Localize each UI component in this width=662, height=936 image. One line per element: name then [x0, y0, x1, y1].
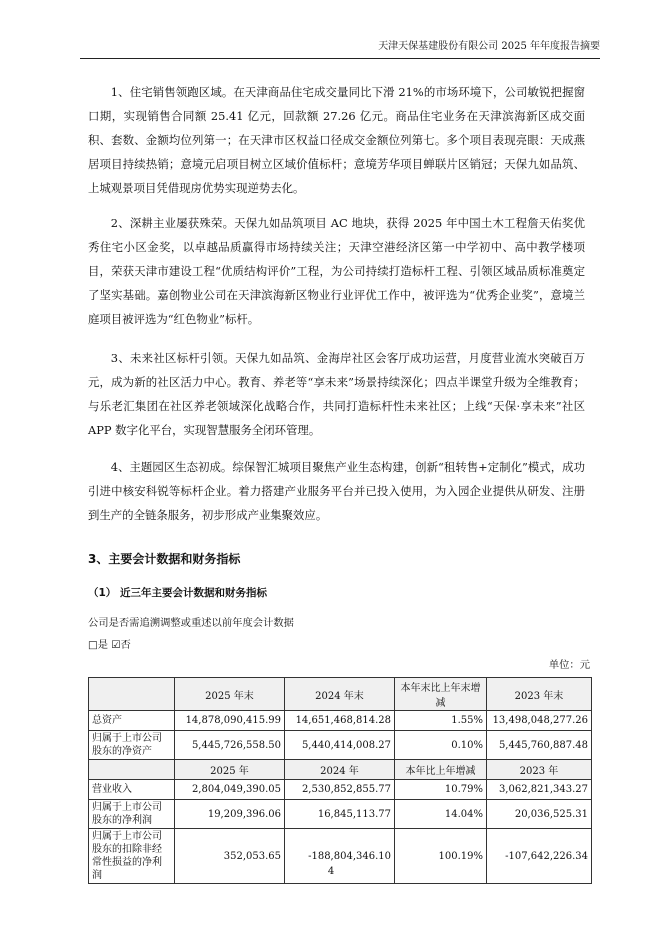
- table-header-cell: 2024 年末: [285, 678, 395, 711]
- table-cell: 14,651,468,814.28: [285, 711, 395, 731]
- table-header-cell: 2023 年: [487, 760, 592, 780]
- table-header-row: [89, 678, 592, 711]
- section-heading: 3、主要会计数据和财务指标: [88, 552, 241, 566]
- table-header-cell: 2024 年: [285, 760, 395, 780]
- table-header-cell: 2025 年末: [175, 678, 285, 711]
- row-label: 归属于上市公司股东的扣除非经常性损益的净利润: [89, 829, 175, 884]
- paragraph-awards: 2、深耕主业屡获殊荣。天保九如品筑项目 AC 地块，获得 2025 年中国土木工程詹天佑奖优秀住宅小区金奖，以卓越品质赢得市场持续关注；天津空港经济区第一中学初中、高中教学楼项目，荣获天津市建设工程“优质结构评价”工程，为公司持续打造标杆工程、引领区域品质标准奠定了坚实基础。嘉创物业公司在天津滨海新区物业行业评优工作中，被评选为“优秀企业奖”，意境兰庭项目被评选为“红色物业”标杆。: [88, 216, 585, 326]
- table-cell: -188,804,346.10: [285, 829, 395, 884]
- table-cell: 13,498,048,277.26: [487, 711, 592, 731]
- table-cell: 14.04%: [395, 800, 487, 829]
- subsection-heading: （1） 近三年主要会计数据和财务指标: [88, 587, 267, 599]
- table-cell: 2,530,852,855.77: [285, 780, 395, 800]
- table-cell: 5,445,760,887.48: [487, 731, 592, 760]
- table-cell: 5,440,414,008.27: [285, 731, 395, 760]
- table-row: [89, 731, 592, 760]
- table-header-cell: 2023 年末: [487, 678, 592, 711]
- row-label: 归属于上市公司股东的净利润: [89, 800, 175, 829]
- table-row: [89, 800, 592, 829]
- restatement-answer: □是 ☑否: [88, 639, 131, 651]
- restatement-question: 公司是否需追溯调整或重述以前年度会计数据: [88, 617, 294, 629]
- unit-label: 单位：元: [548, 659, 590, 671]
- page-number: 4: [327, 866, 335, 877]
- table-cell: 3,062,821,343.27: [487, 780, 592, 800]
- table-header-cell: 2025 年: [175, 760, 285, 780]
- table-header-row: [89, 760, 592, 780]
- table-cell: -107,642,226.34: [487, 829, 592, 884]
- table-cell: 352,053.65: [175, 829, 285, 884]
- table-cell: 100.19%: [395, 829, 487, 884]
- table-cell: 20,036,525.31: [487, 800, 592, 829]
- row-label: 营业收入: [89, 780, 175, 800]
- table-header-cell: [89, 760, 175, 780]
- paragraph-residential-sales: 1、住宅销售领跑区域。在天津商品住宅成交量同比下滑 21%的市场环境下，公司敏锐把握窗口期，实现销售合同额 25.41 亿元，回款额 27.26 亿元。商品住宅业务在天津滨海新区成交面积、套数、金额均位列第一；在天津市区权益口径成交金额位列第七。多个项目表现亮眼：天成燕居项目持续热销；意境元启项目树立区域价值标杆；意境芳华项目蝉联片区销冠；天保九如品筑、上城观景项目凭借现房优势实现逆势去化。: [88, 85, 585, 195]
- table-cell: 14,878,090,415.99: [175, 711, 285, 731]
- table-row: [89, 780, 592, 800]
- financial-table: [88, 677, 592, 884]
- table-cell: 2,804,049,390.05: [175, 780, 285, 800]
- table-row: [89, 711, 592, 731]
- row-label: 总资产: [89, 711, 175, 731]
- table-cell: 1.55%: [395, 711, 487, 731]
- table-cell: 16,845,113.77: [285, 800, 395, 829]
- row-label: 归属于上市公司股东的净资产: [89, 731, 175, 760]
- table-header-cell: 本年比上年增减: [395, 760, 487, 780]
- table-header-cell: 本年末比上年末增减: [395, 678, 487, 711]
- table-header-cell: [89, 678, 175, 711]
- paragraph-theme-park: 4、主题园区生态初成。综保智汇城项目聚焦产业生态构建，创新“租转售+定制化”模式，成功引进中核安科锐等标杆企业。着力搭建产业服务平台并已投入使用，为入园企业提供从研发、注册到生产的全链条服务，初步形成产业集聚效应。: [88, 460, 585, 522]
- paragraph-future-community: 3、未来社区标杆引领。天保九如品筑、金海岸社区会客厅成功运营，月度营业流水突破百万元，成为新的社区活力中心。教育、养老等“享未来”场景持续深化；四点半课堂升级为全维教育；与乐老汇集团在社区养老领域深化战略合作，共同打造标杆性未来社区；上线“天保·享未来”社区 APP 数字化平台，实现智慧服务全闭环管理。: [88, 351, 585, 437]
- table-cell: 0.10%: [395, 731, 487, 760]
- table-cell: 5,445,726,558.50: [175, 731, 285, 760]
- page-header: 天津天保基建股份有限公司 2025 年年度报告摘要: [80, 40, 600, 59]
- table-cell: 10.79%: [395, 780, 487, 800]
- table-cell: 19,209,396.06: [175, 800, 285, 829]
